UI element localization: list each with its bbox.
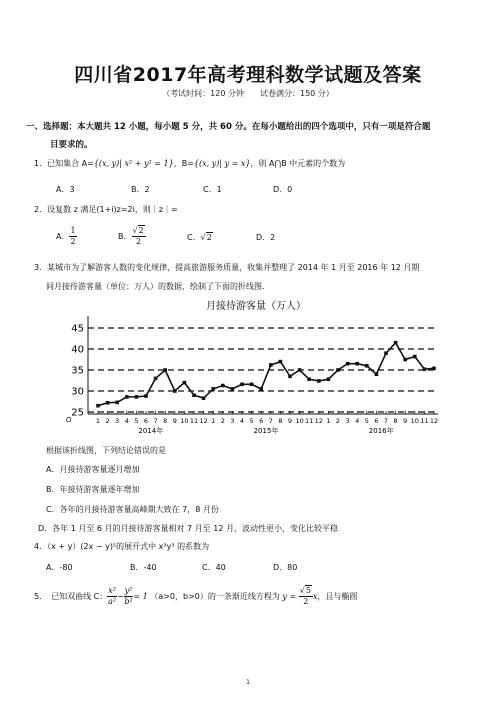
data-point [432, 367, 436, 371]
data-point [106, 401, 110, 405]
q5-asym-fraction [299, 586, 313, 607]
question-3-line2: 间月接待游客量（单位：万人）的数据，绘制了下面的折线图. [46, 282, 265, 291]
year-label: 2014年 [138, 427, 164, 435]
x-tick-label: 2 [220, 417, 225, 425]
series-line [98, 343, 434, 406]
data-point [317, 379, 321, 383]
q2-b-denominator: 2 [136, 237, 142, 246]
section-heading-line1: 一、选择题：本大题共 12 小题，每小题 5 分，共 60 分。在每小题给出的四个选项中，只有一项是符合题 [26, 122, 431, 132]
y-tick-label: 40 [71, 344, 84, 356]
x-tick-label: 3 [115, 417, 120, 425]
x-tick-label: 10 [410, 417, 419, 425]
x-tick-label: 12 [199, 417, 208, 425]
data-point [192, 393, 196, 397]
question-2-stem: 2．设复数 z 满足(1+i)z=2i，则｜z｜= [34, 205, 178, 214]
data-point [125, 395, 129, 399]
x-tick-label: 10 [180, 417, 189, 425]
data-point [96, 404, 100, 408]
x-tick-label: 3 [345, 417, 350, 425]
x-tick-label: 5 [364, 417, 369, 425]
x-tick-label: 2 [105, 417, 110, 425]
exam-info: （考试时间：120 分钟 试卷满分：150 分） [162, 89, 334, 98]
x-tick-label: 6 [374, 417, 379, 425]
question-3-line1: 3．某城市为了解游客人数的变化规律，提高旅游服务质量，收集并整理了 2014 年 1 月至 2016 年 12 月期 [34, 263, 420, 272]
q4-option-b: B．-40 [130, 563, 157, 572]
data-point [327, 377, 331, 381]
q2-a-numerator: 1 [70, 226, 76, 235]
x-tick-label: 6 [259, 417, 264, 425]
question-1-stem [34, 158, 345, 170]
question-3-prompt: 根据该折线图，下列结论错误的是 [46, 446, 166, 455]
y-tick-label: 45 [71, 323, 84, 335]
data-point [163, 368, 167, 372]
data-point [384, 351, 388, 355]
data-point [211, 387, 215, 391]
x-tick-label: 7 [153, 417, 158, 425]
x-tick-label: 9 [403, 417, 408, 425]
q1-set-b: {(x, y)| y = x} [193, 159, 251, 168]
q5-asym-num [299, 586, 313, 597]
q5-suffix: ，且与椭圆 [317, 592, 358, 601]
data-point [375, 372, 379, 376]
x-tick-label: 6 [143, 417, 149, 425]
q5-prefix: 5． 已知双曲线 C： [34, 592, 108, 601]
data-point [269, 363, 273, 367]
data-point [259, 387, 263, 391]
q5-frac1-den: a² [108, 597, 117, 606]
q5-frac1-num: x² [108, 586, 116, 595]
data-point [355, 362, 359, 366]
x-tick-label: 4 [355, 417, 360, 425]
data-point [144, 394, 148, 398]
page-number: 1 [246, 679, 250, 686]
data-point [135, 395, 139, 399]
sqrt-sign-icon: √5 [299, 586, 311, 595]
q5-fraction-y [124, 586, 134, 607]
q1-option-c: C．1 [203, 185, 222, 194]
q2-option-c [187, 232, 213, 243]
q3-option-c: C．各年的月接待游客量高峰期大致在 7，8 月份 [46, 505, 219, 514]
data-point [231, 387, 235, 391]
q1-set-a: {(x, y)| x² + y² = 1} [93, 159, 174, 168]
q2-option-a-fraction [69, 226, 76, 247]
x-tick-label: 1 [95, 417, 101, 425]
y-tick-label: 25 [71, 407, 84, 419]
q1-option-a: A．3 [56, 185, 75, 194]
question-4-stem: 4．（x + y）(2x − y)⁵的展开式中 x³y³ 的系数为 [34, 542, 210, 551]
visitor-line-chart [60, 296, 444, 442]
q3-option-a: A．月接待游客量逐月增加 [46, 465, 140, 474]
x-tick-label: 5 [134, 417, 139, 425]
q2-option-a [56, 226, 77, 247]
data-point [336, 368, 340, 372]
x-tick-label: 7 [383, 417, 389, 425]
q5-middle: （a>0，b>0）的一条渐近线方程为 [150, 592, 280, 601]
x-tick-label: 8 [278, 417, 283, 425]
data-point [250, 382, 254, 386]
x-tick-label: 5 [249, 417, 254, 425]
data-point [298, 368, 302, 372]
q5-minus: − [116, 592, 124, 601]
q5-equals: = 1 [133, 592, 148, 601]
x-tick-label: 7 [268, 417, 273, 425]
page-title: 四川省2017年高考理科数学试题及答案 [74, 64, 422, 86]
chart-title: 月接待游客量（万人） [206, 301, 306, 312]
data-point [221, 384, 225, 388]
q3-option-b: B．年接待游客量逐年增加 [46, 485, 140, 494]
question-5-stem [34, 586, 357, 608]
sqrt-sign-icon: √2 [200, 233, 212, 242]
origin-label: O [66, 416, 72, 424]
x-tick-label: 12 [314, 417, 323, 425]
data-point [154, 377, 158, 381]
data-point [202, 396, 206, 400]
q1-prefix: 1．已知集合 A= [34, 159, 94, 168]
q5-asym-lhs: y = [282, 592, 297, 601]
data-point [423, 367, 427, 371]
data-point [394, 341, 398, 345]
data-point [240, 382, 244, 386]
data-point [403, 358, 407, 362]
q5-frac2-den: b² [124, 597, 133, 606]
q4-option-c: C．40 [202, 563, 226, 572]
x-tick-label: 11 [420, 417, 429, 425]
x-tick-label: 1 [326, 417, 331, 425]
x-tick-label: 1 [211, 417, 216, 425]
y-tick-label: 30 [71, 386, 84, 398]
q2-option-d: D．2 [256, 233, 276, 242]
sqrt-sign-icon: √2 [132, 226, 144, 235]
q2-option-b [118, 226, 146, 247]
data-point [115, 401, 119, 405]
q1-mid: ，B= [173, 159, 194, 168]
data-point [288, 375, 292, 379]
q1-option-d: D．0 [273, 185, 293, 194]
q4-option-d: D．80 [273, 563, 298, 572]
data-point [365, 364, 369, 368]
x-tick-label: 2 [335, 417, 341, 425]
year-label: 2015年 [253, 427, 279, 435]
q5-asym-rhs: x [312, 592, 318, 601]
section-heading-line2: 目要求的。 [50, 140, 93, 150]
x-tick-label: 10 [295, 417, 304, 425]
x-tick-label: 9 [172, 417, 177, 425]
q3-option-d: D．各年 1 月至 6 月的月接待游客量相对 7 月至 12 月，波动性更小，变化比较平稳 [38, 524, 338, 533]
x-tick-label: 4 [124, 417, 129, 425]
x-tick-label: 12 [429, 417, 439, 425]
x-tick-label: 8 [393, 417, 398, 425]
x-tick-label: 3 [230, 417, 235, 425]
data-point [173, 389, 177, 393]
q1-suffix: ，则 A⋂B 中元素的个数为 [250, 159, 346, 168]
data-point [279, 360, 283, 364]
q2-b-numerator [132, 226, 146, 237]
section-heading [26, 118, 466, 154]
q2-option-c-label: C． [187, 233, 201, 242]
data-point [183, 381, 187, 385]
data-point [346, 362, 350, 366]
x-tick-label: 4 [239, 417, 245, 425]
q5-frac2-num: y² [124, 586, 133, 595]
data-point [307, 377, 311, 381]
data-point [413, 355, 417, 359]
q1-option-b: B．2 [131, 185, 150, 194]
x-tick-label: 11 [189, 417, 199, 425]
y-tick-label: 35 [71, 365, 84, 377]
x-tick-label: 8 [163, 417, 168, 425]
q2-option-a-label: A． [56, 232, 70, 241]
q2-a-denominator: 2 [70, 237, 76, 246]
q5-fraction-x [107, 586, 117, 607]
x-tick-label: 11 [305, 417, 314, 425]
q2-option-b-fraction [132, 226, 146, 247]
q5-asym-den: 2 [303, 597, 309, 606]
q4-option-a: A．-80 [46, 563, 73, 572]
q2-option-b-label: B． [118, 232, 132, 241]
year-label: 2016年 [368, 427, 394, 435]
x-tick-label: 9 [287, 417, 293, 425]
